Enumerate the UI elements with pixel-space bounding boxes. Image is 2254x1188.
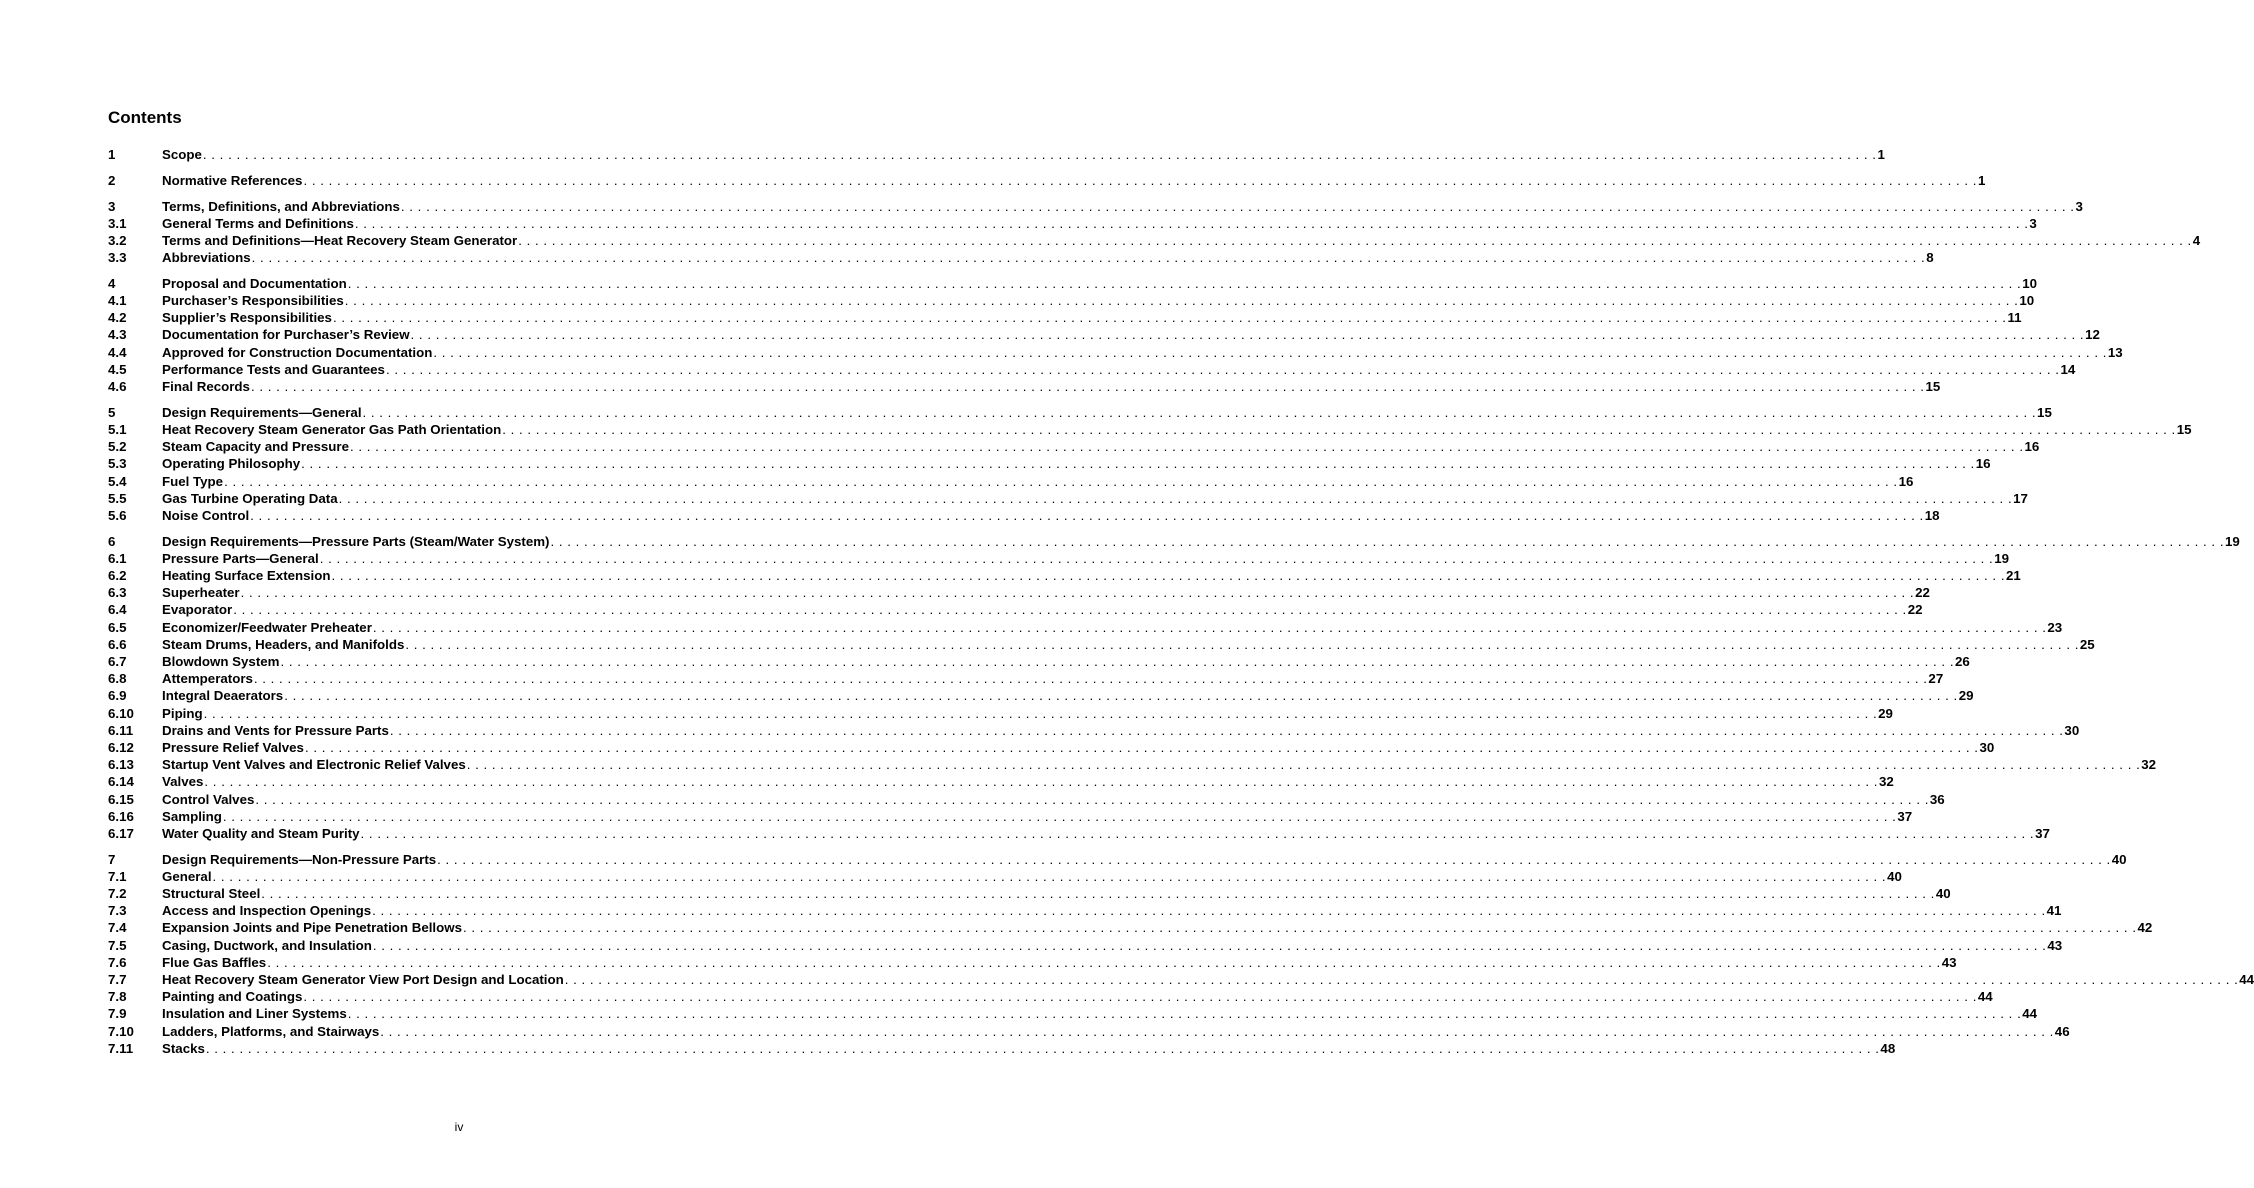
- dot-leader: . . . . . . . . . . . . . . . . . . . . . . . . . . . . . . . . . . . . . . . . . . . . . . . . . . . . . . . . . . . . . . . . . . . . . . . . . . . . . . . . . . . . . . . . . . . . . . . . . . . . . . . . . . . . . . . . . . . . . . . . . . . . . . . . . . . . . . . . . . . . . . . . . . . . . . . . . . . . . . . . . . . . . . . . . . . . . . . . . . . . . . . . . . . . . . . . . . . . . . . .: [205, 1040, 1880, 1056]
- dot-leader: . . . . . . . . . . . . . . . . . . . . . . . . . . . . . . . . . . . . . . . . . . . . . . . . . . . . . . . . . . . . . . . . . . . . . . . . . . . . . . . . . . . . . . . . . . . . . . . . . . . . . . . . . . . . . . . . . . . . . . . . . . . . . . . . . . . . . . . . . . . . . . . . . . . . . . . . . . . . . . . . . . . . . . . . . . . . . . . . . . . . . . . . . . . . . . . . . . . . . . . .: [284, 688, 1958, 704]
- dot-leader: . . . . . . . . . . . . . . . . . . . . . . . . . . . . . . . . . . . . . . . . . . . . . . . . . . . . . . . . . . . . . . . . . . . . . . . . . . . . . . . . . . . . . . . . . . . . . . . . . . . . . . . . . . . . . . . . . . . . . . . . . . . . . . . . . . . . . . . . . . . . . . . . . . . . . . . . . . . . . . . . . . . . . . . . . . . . . . . . . . . . . . . . . . . . . . . . . . . . . . . .: [224, 473, 1898, 489]
- toc-entry[interactable]: [108, 885, 1951, 902]
- toc-entry-page: 32: [2141, 757, 2157, 773]
- toc-entry-title: Structural Steel: [162, 886, 261, 902]
- toc-entry-title: General: [162, 868, 212, 884]
- toc-entry[interactable]: [108, 902, 2062, 919]
- toc-entry-number: 4.5: [108, 361, 127, 377]
- toc-entry-number: 6.8: [108, 671, 127, 687]
- dot-leader: . . . . . . . . . . . . . . . . . . . . . . . . . . . . . . . . . . . . . . . . . . . . . . . . . . . . . . . . . . . . . . . . . . . . . . . . . . . . . . . . . . . . . . . . . . . . . . . . . . . . . . . . . . . . . . . . . . . . . . . . . . . . . . . . . . . . . . . . . . . . . . . . . . . . . . . . . . . . . . . . . . . . . . . . . . . . . . . . . . . . . . . . . . . . . . . . . . . . . . . .: [280, 654, 1955, 670]
- toc-entry-number: 7.8: [108, 989, 127, 1005]
- toc-entry-title: Normative References: [162, 172, 303, 188]
- dot-leader: . . . . . . . . . . . . . . . . . . . . . . . . . . . . . . . . . . . . . . . . . . . . . . . . . . . . . . . . . . . . . . . . . . . . . . . . . . . . . . . . . . . . . . . . . . . . . . . . . . . . . . . . . . . . . . . . . . . . . . . . . . . . . . . . . . . . . . . . . . . . . . . . . . . . . . . . . . . . . . . . . . . . . . . . . . . . . . . . . . . . . . . . . . . . . . . . . . . . . . . .: [518, 232, 2192, 248]
- toc-entry-number: 7: [108, 851, 116, 867]
- toc-entry-title: Heat Recovery Steam Generator View Port Design and Location: [162, 972, 564, 987]
- dot-leader: . . . . . . . . . . . . . . . . . . . . . . . . . . . . . . . . . . . . . . . . . . . . . . . . . . . . . . . . . . . . . . . . . . . . . . . . . . . . . . . . . . . . . . . . . . . . . . . . . . . . . . . . . . . . . . . . . . . . . . . . . . . . . . . . . . . . . . . . . . . . . . . . . . . . . . . . . . . . . . . . . . . . . . . . . . . . . . . . . . . . . . . . . . . . . . . . . . . . . . . .: [462, 920, 2137, 936]
- toc-entry-number: 6.12: [108, 739, 134, 755]
- dot-leader: . . . . . . . . . . . . . . . . . . . . . . . . . . . . . . . . . . . . . . . . . . . . . . . . . . . . . . . . . . . . . . . . . . . . . . . . . . . . . . . . . . . . . . . . . . . . . . . . . . . . . . . . . . . . . . . . . . . . . . . . . . . . . . . . . . . . . . . . . . . . . . . . . . . . . . . . . . . . . . . . . . . . . . . . . . . . . . . . . . . . . . . . . . . . . . . . . . . . . . . .: [203, 705, 1878, 721]
- toc-entry-title: Integral Deaerators: [162, 688, 284, 704]
- dot-leader: . . . . . . . . . . . . . . . . . . . . . . . . . . . . . . . . . . . . . . . . . . . . . . . . . . . . . . . . . . . . . . . . . . . . . . . . . . . . . . . . . . . . . . . . . . . . . . . . . . . . . . . . . . . . . . . . . . . . . . . . . . . . . . . . . . . . . . . . . . . . . . . . . . . . . . . . . . . . . . . . . . . . . . . . . . . . . . . . . . . . . . . . . . . . . . . . . . . . . . . .: [347, 1006, 2022, 1022]
- toc-entry-page: 22: [1915, 585, 1930, 601]
- dot-leader: . . . . . . . . . . . . . . . . . . . . . . . . . . . . . . . . . . . . . . . . . . . . . . . . . . . . . . . . . . . . . . . . . . . . . . . . . . . . . . . . . . . . . . . . . . . . . . . . . . . . . . . . . . . . . . . . . . . . . . . . . . . . . . . . . . . . . . . . . . . . . . . . . . . . . . . . . . . . . . . . . . . . . . . . . . . . . . . . . . . . . . . . . . . . . . . . . . . . . . . .: [466, 757, 2141, 773]
- toc-entry-title: Design Requirements—Non-Pressure Parts: [162, 851, 437, 867]
- toc-entry-number: 7.1: [108, 868, 127, 884]
- toc-entry-number: 7.3: [108, 903, 127, 919]
- dot-leader: . . . . . . . . . . . . . . . . . . . . . . . . . . . . . . . . . . . . . . . . . . . . . . . . . . . . . . . . . . . . . . . . . . . . . . . . . . . . . . . . . . . . . . . . . . . . . . . . . . . . . . . . . . . . . . . . . . . . . . . . . . . . . . . . . . . . . . . . . . . . . . . . . . . . . . . . . . . . . . . . . . . . . . . . . . . . . . . . . . . . . . . . . . . . . . . . . . . . . . . .: [255, 791, 1929, 807]
- toc-entry-title: Heating Surface Extension: [162, 568, 331, 584]
- toc-entry-number: 6.10: [108, 705, 134, 721]
- toc-entry[interactable]: [108, 507, 1940, 524]
- toc-entry[interactable]: [108, 705, 1893, 722]
- toc-entry-number: 7.11: [108, 1040, 134, 1056]
- toc-entry-title: Insulation and Liner Systems: [162, 1006, 347, 1022]
- toc-entry-number: 7.7: [108, 972, 127, 987]
- dot-leader: . . . . . . . . . . . . . . . . . . . . . . . . . . . . . . . . . . . . . . . . . . . . . . . . . . . . . . . . . . . . . . . . . . . . . . . . . . . . . . . . . . . . . . . . . . . . . . . . . . . . . . . . . . . . . . . . . . . . . . . . . . . . . . . . . . . . . . . . . . . . . . . . . . . . . . . . . . . . . . . . . . . . . . . . . . . . . . . . . . . . . . . . . . . . . . . . . . . . . . . .: [372, 937, 2047, 953]
- dot-leader: . . . . . . . . . . . . . . . . . . . . . . . . . . . . . . . . . . . . . . . . . . . . . . . . . . . . . . . . . . . . . . . . . . . . . . . . . . . . . . . . . . . . . . . . . . . . . . . . . . . . . . . . . . . . . . . . . . . . . . . . . . . . . . . . . . . . . . . . . . . . . . . . . . . . . . . . . . . . . . . . . . . . . . . . . . . . . . . . . . . . . . . . . . . . . . . . . . . . . . . .: [303, 172, 1977, 188]
- toc-entry-page: 40: [1887, 868, 1902, 884]
- toc-entry-title: Flue Gas Baffles: [162, 954, 267, 970]
- toc-entry-number: 7.5: [108, 937, 127, 953]
- toc-entry[interactable]: [108, 653, 1970, 670]
- dot-leader: . . . . . . . . . . . . . . . . . . . . . . . . . . . . . . . . . . . . . . . . . . . . . . . . . . . . . . . . . . . . . . . . . . . . . . . . . . . . . . . . . . . . . . . . . . . . . . . . . . . . . . . . . . . . . . . . . . . . . . . . . . . . . . . . . . . . . . . . . . . . . . . . . . . . . . . . . . . . . . . . . . . . . . . . . . . . . . . . . . . . . . . . . . . . . . . . . . . . . . . .: [222, 808, 1897, 824]
- toc-entry-title: Performance Tests and Guarantees: [162, 361, 385, 377]
- toc-entry-number: 6.1: [108, 550, 127, 566]
- dot-leader: . . . . . . . . . . . . . . . . . . . . . . . . . . . . . . . . . . . . . . . . . . . . . . . . . . . . . . . . . . . . . . . . . . . . . . . . . . . . . . . . . . . . . . . . . . . . . . . . . . . . . . . . . . . . . . . . . . . . . . . . . . . . . . . . . . . . . . . . . . . . . . . . . . . . . . . . . . . . . . . . . . . . . . . . . . . . . . . . . . . . . . . . . . . . . . . . . . . . . . . .: [433, 344, 2107, 360]
- toc-entry[interactable]: [108, 773, 1894, 790]
- toc-entry[interactable]: [108, 172, 1986, 189]
- toc-entry-page: 43: [1941, 954, 1957, 970]
- dot-leader: . . . . . . . . . . . . . . . . . . . . . . . . . . . . . . . . . . . . . . . . . . . . . . . . . . . . . . . . . . . . . . . . . . . . . . . . . . . . . . . . . . . . . . . . . . . . . . . . . . . . . . . . . . . . . . . . . . . . . . . . . . . . . . . . . . . . . . . . . . . . . . . . . . . . . . . . . . . . . . . . . . . . . . . . . . . . . . . . . . . . . . . . . . . . . . . . . . . . . . . .: [240, 585, 1915, 601]
- toc-entry-page: 16: [2024, 439, 2040, 455]
- toc-entry-title: General Terms and Definitions: [162, 215, 354, 231]
- toc-entry-number: 4.1: [108, 293, 127, 309]
- toc-entry-number: 6.16: [108, 808, 134, 824]
- toc-entry-number: 6.7: [108, 654, 127, 670]
- toc-entry-page: 48: [1880, 1040, 1896, 1056]
- toc-entry-title: Control Valves: [162, 791, 255, 807]
- dot-leader: . . . . . . . . . . . . . . . . . . . . . . . . . . . . . . . . . . . . . . . . . . . . . . . . . . . . . . . . . . . . . . . . . . . . . . . . . . . . . . . . . . . . . . . . . . . . . . . . . . . . . . . . . . . . . . . . . . . . . . . . . . . . . . . . . . . . . . . . . . . . . . . . . . . . . . . . . . . . . . . . . . . . . . . . . . . . . . . . . . . . . . . . . . . . . . . . . . . . . . . .: [349, 439, 2024, 455]
- toc-entry-title: Casing, Ductwork, and Insulation: [162, 937, 372, 953]
- toc-entry-page: 14: [2060, 361, 2076, 377]
- toc-entry-page: 27: [1928, 671, 1944, 687]
- toc-entry[interactable]: [108, 988, 1993, 1005]
- dot-leader: . . . . . . . . . . . . . . . . . . . . . . . . . . . . . . . . . . . . . . . . . . . . . . . . . . . . . . . . . . . . . . . . . . . . . . . . . . . . . . . . . . . . . . . . . . . . . . . . . . . . . . . . . . . . . . . . . . . . . . . . . . . . . . . . . . . . . . . . . . . . . . . . . . . . . . . . . . . . . . . . . . . . . . . . . . . . . . . . . . . . . . . . . . . . . . . . . . . . . . . .: [362, 404, 2037, 420]
- toc-entry-page: 16: [1898, 473, 1914, 489]
- toc-entry[interactable]: [108, 722, 2080, 739]
- toc-entry[interactable]: [108, 756, 2157, 773]
- toc-entry[interactable]: [108, 146, 1885, 163]
- dot-leader: . . . . . . . . . . . . . . . . . . . . . . . . . . . . . . . . . . . . . . . . . . . . . . . . . . . . . . . . . . . . . . . . . . . . . . . . . . . . . . . . . . . . . . . . . . . . . . . . . . . . . . . . . . . . . . . . . . . . . . . . . . . . . . . . . . . . . . . . . . . . . . . . . . . . . . . . . . . . . . . . . . . . . . . . . . . . . . . . . . . . . . . . . . . . . . . . . . . . . . . .: [360, 825, 2035, 841]
- toc-entry-number: 4.3: [108, 327, 127, 343]
- dot-leader: . . . . . . . . . . . . . . . . . . . . . . . . . . . . . . . . . . . . . . . . . . . . . . . . . . . . . . . . . . . . . . . . . . . . . . . . . . . . . . . . . . . . . . . . . . . . . . . . . . . . . . . . . . . . . . . . . . . . . . . . . . . . . . . . . . . . . . . . . . . . . . . . . . . . . . . . . . . . . . . . . . . . . . . . . . . . . . . . . . . . . . . . . . . . . . . . . . . . . . . .: [372, 619, 2047, 635]
- toc-entry[interactable]: [108, 739, 1995, 756]
- toc-entry[interactable]: [108, 533, 2240, 550]
- toc-entry-number: 6.13: [108, 757, 134, 773]
- dot-leader: . . . . . . . . . . . . . . . . . . . . . . . . . . . . . . . . . . . . . . . . . . . . . . . . . . . . . . . . . . . . . . . . . . . . . . . . . . . . . . . . . . . . . . . . . . . . . . . . . . . . . . . . . . . . . . . . . . . . . . . . . . . . . . . . . . . . . . . . . . . . . . . . . . . . . . . . . . . . . . . . . . . . . . . . . . . . . . . . . . . . . . . . . . . . . . . . . . . . . . . .: [550, 533, 2225, 549]
- toc-entry[interactable]: [108, 919, 2153, 936]
- dot-leader: . . . . . . . . . . . . . . . . . . . . . . . . . . . . . . . . . . . . . . . . . . . . . . . . . . . . . . . . . . . . . . . . . . . . . . . . . . . . . . . . . . . . . . . . . . . . . . . . . . . . . . . . . . . . . . . . . . . . . . . . . . . . . . . . . . . . . . . . . . . . . . . . . . . . . . . . . . . . . . . . . . . . . . . . . . . . . . . . . . . . . . . . . . . . . . . . . . . . . . . .: [338, 490, 2013, 506]
- toc-entry-page: 30: [1979, 739, 1995, 755]
- toc-entry[interactable]: [108, 455, 1991, 472]
- toc-entry-number: 7.9: [108, 1006, 127, 1022]
- toc-entry-page: 4: [2192, 232, 2201, 248]
- toc-entry-number: 6.6: [108, 636, 127, 652]
- toc-entry-title: Purchaser’s Responsibilities: [162, 293, 344, 309]
- toc-entry-number: 4.2: [108, 310, 127, 326]
- toc-entry[interactable]: [108, 670, 1944, 687]
- toc-entry-page: 19: [1994, 550, 2010, 566]
- toc-entry-number: 7.4: [108, 920, 127, 936]
- dot-leader: . . . . . . . . . . . . . . . . . . . . . . . . . . . . . . . . . . . . . . . . . . . . . . . . . . . . . . . . . . . . . . . . . . . . . . . . . . . . . . . . . . . . . . . . . . . . . . . . . . . . . . . . . . . . . . . . . . . . . . . . . . . . . . . . . . . . . . . . . . . . . . . . . . . . . . . . . . . . . . . . . . . . . . . . . . . . . . . . . . . . . . . . . . . . . . . . . . . . . . . .: [564, 972, 2239, 987]
- toc-entry[interactable]: [108, 490, 2028, 507]
- toc-entry[interactable]: [108, 215, 2037, 232]
- toc-entry[interactable]: [108, 868, 1902, 885]
- toc-entry-number: 6.9: [108, 688, 127, 704]
- dot-leader: . . . . . . . . . . . . . . . . . . . . . . . . . . . . . . . . . . . . . . . . . . . . . . . . . . . . . . . . . . . . . . . . . . . . . . . . . . . . . . . . . . . . . . . . . . . . . . . . . . . . . . . . . . . . . . . . . . . . . . . . . . . . . . . . . . . . . . . . . . . . . . . . . . . . . . . . . . . . . . . . . . . . . . . . . . . . . . . . . . . . . . . . . . . . . . . . . . . . . . . .: [354, 215, 2029, 231]
- toc-entry[interactable]: [108, 601, 1923, 618]
- dot-leader: . . . . . . . . . . . . . . . . . . . . . . . . . . . . . . . . . . . . . . . . . . . . . . . . . . . . . . . . . . . . . . . . . . . . . . . . . . . . . . . . . . . . . . . . . . . . . . . . . . . . . . . . . . . . . . . . . . . . . . . . . . . . . . . . . . . . . . . . . . . . . . . . . . . . . . . . . . . . . . . . . . . . . . . . . . . . . . . . . . . . . . . . . . . . . . . . . . . . . . . .: [301, 456, 1975, 472]
- toc-entry[interactable]: [108, 344, 2123, 361]
- toc-entry-page: 32: [1878, 774, 1894, 790]
- dot-leader: . . . . . . . . . . . . . . . . . . . . . . . . . . . . . . . . . . . . . . . . . . . . . . . . . . . . . . . . . . . . . . . . . . . . . . . . . . . . . . . . . . . . . . . . . . . . . . . . . . . . . . . . . . . . . . . . . . . . . . . . . . . . . . . . . . . . . . . . . . . . . . . . . . . . . . . . . . . . . . . . . . . . . . . . . . . . . . . . . . . . . . . . . . . . . . . . . . . . . . . .: [331, 568, 2006, 584]
- toc-entry-title: Fuel Type: [162, 473, 224, 489]
- toc-entry-page: 46: [2054, 1023, 2070, 1039]
- toc-entry-title: Access and Inspection Openings: [162, 903, 372, 919]
- toc-entry[interactable]: [108, 326, 2100, 343]
- toc-entry-title: Painting and Coatings: [162, 989, 303, 1005]
- toc-entry-page: 22: [1907, 602, 1923, 618]
- toc-entry-number: 3.1: [108, 215, 127, 231]
- toc-entry-page: 21: [2006, 568, 2021, 584]
- toc-entry-number: 5.2: [108, 439, 127, 455]
- toc-entry[interactable]: [108, 378, 1941, 395]
- toc-entry-number: 6.4: [108, 602, 127, 618]
- toc-entry-title: Final Records: [162, 379, 250, 395]
- toc-entry-number: 5.6: [108, 507, 127, 523]
- toc-entry-page: 16: [1975, 456, 1991, 472]
- toc-entry-number: 7.2: [108, 886, 127, 902]
- toc-entry-title: Abbreviations: [162, 250, 251, 266]
- toc-entry[interactable]: [108, 791, 1945, 808]
- toc-entry-page: 26: [1955, 654, 1970, 670]
- toc-entry-title: Blowdown System: [162, 654, 280, 670]
- toc-entry-title: Gas Turbine Operating Data: [162, 490, 338, 506]
- toc-entry[interactable]: [108, 687, 1974, 704]
- toc-entry-page: 44: [2022, 1006, 2038, 1022]
- toc-entry-number: 6.5: [108, 619, 127, 635]
- toc-entry-title: Drains and Vents for Pressure Parts: [162, 722, 389, 738]
- toc-entry-page: 13: [2107, 344, 2123, 360]
- toc-entry-title: Attemperators: [162, 671, 253, 687]
- toc-entry-number: 7.10: [108, 1023, 134, 1039]
- dot-leader: . . . . . . . . . . . . . . . . . . . . . . . . . . . . . . . . . . . . . . . . . . . . . . . . . . . . . . . . . . . . . . . . . . . . . . . . . . . . . . . . . . . . . . . . . . . . . . . . . . . . . . . . . . . . . . . . . . . . . . . . . . . . . . . . . . . . . . . . . . . . . . . . . . . . . . . . . . . . . . . . . . . . . . . . . . . . . . . . . . . . . . . . . . . . . . . . . . . . . . . .: [389, 722, 2064, 738]
- page-number: iv: [454, 1120, 464, 1134]
- toc-entry-page: 40: [2111, 851, 2127, 867]
- toc-entry-title: Sampling: [162, 808, 222, 824]
- toc-entry-number: 5.1: [108, 422, 127, 437]
- toc-entry-number: 3.3: [108, 250, 127, 266]
- toc-entry-number: 5.4: [108, 473, 127, 489]
- toc-entry-page: 41: [2046, 903, 2062, 919]
- dot-leader: . . . . . . . . . . . . . . . . . . . . . . . . . . . . . . . . . . . . . . . . . . . . . . . . . . . . . . . . . . . . . . . . . . . . . . . . . . . . . . . . . . . . . . . . . . . . . . . . . . . . . . . . . . . . . . . . . . . . . . . . . . . . . . . . . . . . . . . . . . . . . . . . . . . . . . . . . . . . . . . . . . . . . . . . . . . . . . . . . . . . . . . . . . . . . . . . . . . . . . . .: [267, 954, 1941, 970]
- dot-leader: . . . . . . . . . . . . . . . . . . . . . . . . . . . . . . . . . . . . . . . . . . . . . . . . . . . . . . . . . . . . . . . . . . . . . . . . . . . . . . . . . . . . . . . . . . . . . . . . . . . . . . . . . . . . . . . . . . . . . . . . . . . . . . . . . . . . . . . . . . . . . . . . . . . . . . . . . . . . . . . . . . . . . . . . . . . . . . . . . . . . . . . . . . . . . . . . . . . . . . . .: [250, 507, 1924, 523]
- dot-leader: . . . . . . . . . . . . . . . . . . . . . . . . . . . . . . . . . . . . . . . . . . . . . . . . . . . . . . . . . . . . . . . . . . . . . . . . . . . . . . . . . . . . . . . . . . . . . . . . . . . . . . . . . . . . . . . . . . . . . . . . . . . . . . . . . . . . . . . . . . . . . . . . . . . . . . . . . . . . . . . . . . . . . . . . . . . . . . . . . . . . . . . . . . . . . . . . . . . . . . . .: [319, 550, 1994, 566]
- toc-entry-number: 5.3: [108, 456, 127, 472]
- toc-entry[interactable]: [108, 825, 2050, 842]
- toc-entry[interactable]: [108, 954, 1957, 971]
- dot-leader: . . . . . . . . . . . . . . . . . . . . . . . . . . . . . . . . . . . . . . . . . . . . . . . . . . . . . . . . . . . . . . . . . . . . . . . . . . . . . . . . . . . . . . . . . . . . . . . . . . . . . . . . . . . . . . . . . . . . . . . . . . . . . . . . . . . . . . . . . . . . . . . . . . . . . . . . . . . . . . . . . . . . . . . . . . . . . . . . . . . . . . . . . . . . . . . . . . . . . . . .: [204, 774, 1878, 790]
- toc-entry-page: 17: [2013, 490, 2028, 506]
- toc-entry-page: 42: [2137, 920, 2153, 936]
- dot-leader: . . . . . . . . . . . . . . . . . . . . . . . . . . . . . . . . . . . . . . . . . . . . . . . . . . . . . . . . . . . . . . . . . . . . . . . . . . . . . . . . . . . . . . . . . . . . . . . . . . . . . . . . . . . . . . . . . . . . . . . . . . . . . . . . . . . . . . . . . . . . . . . . . . . . . . . . . . . . . . . . . . . . . . . . . . . . . . . . . . . . . . . . . . . . . . . . . . . . . . . .: [202, 147, 1877, 162]
- toc-entry-number: 6.3: [108, 585, 127, 601]
- dot-leader: . . . . . . . . . . . . . . . . . . . . . . . . . . . . . . . . . . . . . . . . . . . . . . . . . . . . . . . . . . . . . . . . . . . . . . . . . . . . . . . . . . . . . . . . . . . . . . . . . . . . . . . . . . . . . . . . . . . . . . . . . . . . . . . . . . . . . . . . . . . . . . . . . . . . . . . . . . . . . . . . . . . . . . . . . . . . . . . . . . . . . . . . . . . . . . . . . . . . . . . .: [212, 868, 1887, 884]
- toc-entry[interactable]: [108, 619, 2063, 636]
- toc-entry-page: 3: [2075, 198, 2083, 214]
- toc-entry-title: Terms and Definitions—Heat Recovery Steam Generator: [162, 232, 518, 248]
- toc-entry-page: 11: [2007, 310, 2022, 326]
- toc-entry-title: Water Quality and Steam Purity: [162, 825, 360, 841]
- dot-leader: . . . . . . . . . . . . . . . . . . . . . . . . . . . . . . . . . . . . . . . . . . . . . . . . . . . . . . . . . . . . . . . . . . . . . . . . . . . . . . . . . . . . . . . . . . . . . . . . . . . . . . . . . . . . . . . . . . . . . . . . . . . . . . . . . . . . . . . . . . . . . . . . . . . . . . . . . . . . . . . . . . . . . . . . . . . . . . . . . . . . . . . . . . . . . . . . . . . . . . . .: [332, 310, 2007, 326]
- toc-entry-title: Design Requirements—General: [162, 404, 362, 420]
- toc-entry-title: Superheater: [162, 585, 240, 601]
- toc-entry-title: Proposal and Documentation: [162, 275, 347, 291]
- toc-entry-title: Pressure Parts—General: [162, 550, 319, 566]
- dot-leader: . . . . . . . . . . . . . . . . . . . . . . . . . . . . . . . . . . . . . . . . . . . . . . . . . . . . . . . . . . . . . . . . . . . . . . . . . . . . . . . . . . . . . . . . . . . . . . . . . . . . . . . . . . . . . . . . . . . . . . . . . . . . . . . . . . . . . . . . . . . . . . . . . . . . . . . . . . . . . . . . . . . . . . . . . . . . . . . . . . . . . . . . . . . . . . . . . . . . . . . .: [251, 250, 1926, 266]
- toc-entry-number: 6.11: [108, 722, 134, 738]
- toc-entry-number: 5.5: [108, 490, 127, 506]
- toc-entry[interactable]: [108, 550, 2010, 567]
- toc-entry-title: Documentation for Purchaser’s Review: [162, 327, 410, 343]
- dot-leader: . . . . . . . . . . . . . . . . . . . . . . . . . . . . . . . . . . . . . . . . . . . . . . . . . . . . . . . . . . . . . . . . . . . . . . . . . . . . . . . . . . . . . . . . . . . . . . . . . . . . . . . . . . . . . . . . . . . . . . . . . . . . . . . . . . . . . . . . . . . . . . . . . . . . . . . . . . . . . . . . . . . . . . . . . . . . . . . . . . . . . . . . . . . . . . . . . . . . . . . .: [400, 198, 2075, 214]
- toc-entry[interactable]: [108, 232, 2201, 249]
- toc-entry[interactable]: [108, 473, 1914, 490]
- toc-entry-number: 3.2: [108, 232, 127, 248]
- toc-entry-page: 43: [2047, 937, 2063, 953]
- toc-entry-page: 37: [2035, 825, 2050, 841]
- toc-entry-number: 6: [108, 533, 116, 549]
- toc-entry[interactable]: [108, 275, 2038, 292]
- toc-entry-page: 8: [1926, 250, 1934, 266]
- toc-entry-title: Supplier’s Responsibilities: [162, 310, 332, 326]
- toc-entry-page: 36: [1929, 791, 1945, 807]
- toc-entry-page: 15: [2037, 404, 2052, 420]
- dot-leader: . . . . . . . . . . . . . . . . . . . . . . . . . . . . . . . . . . . . . . . . . . . . . . . . . . . . . . . . . . . . . . . . . . . . . . . . . . . . . . . . . . . . . . . . . . . . . . . . . . . . . . . . . . . . . . . . . . . . . . . . . . . . . . . . . . . . . . . . . . . . . . . . . . . . . . . . . . . . . . . . . . . . . . . . . . . . . . . . . . . . . . . . . . . . . . . . . . . . . . . .: [410, 327, 2085, 343]
- dot-leader: . . . . . . . . . . . . . . . . . . . . . . . . . . . . . . . . . . . . . . . . . . . . . . . . . . . . . . . . . . . . . . . . . . . . . . . . . . . . . . . . . . . . . . . . . . . . . . . . . . . . . . . . . . . . . . . . . . . . . . . . . . . . . . . . . . . . . . . . . . . . . . . . . . . . . . . . . . . . . . . . . . . . . . . . . . . . . . . . . . . . . . . . . . . . . . . . . . . . . . . .: [380, 1023, 2054, 1039]
- toc-entry-number: 6.14: [108, 774, 134, 790]
- toc-entry-title: Terms, Definitions, and Abbreviations: [162, 198, 400, 214]
- toc-entry-page: 3: [2029, 215, 2037, 231]
- toc-entry[interactable]: [108, 1040, 1896, 1057]
- toc-entry[interactable]: [108, 438, 2040, 455]
- toc-entry-title: Scope: [162, 147, 202, 162]
- toc-entry-number: 4: [108, 275, 116, 291]
- toc-entry-number: 6.15: [108, 791, 134, 807]
- dot-leader: . . . . . . . . . . . . . . . . . . . . . . . . . . . . . . . . . . . . . . . . . . . . . . . . . . . . . . . . . . . . . . . . . . . . . . . . . . . . . . . . . . . . . . . . . . . . . . . . . . . . . . . . . . . . . . . . . . . . . . . . . . . . . . . . . . . . . . . . . . . . . . . . . . . . . . . . . . . . . . . . . . . . . . . . . . . . . . . . . . . . . . . . . . . . . . . . . . . . . . . .: [261, 886, 1935, 902]
- dot-leader: . . . . . . . . . . . . . . . . . . . . . . . . . . . . . . . . . . . . . . . . . . . . . . . . . . . . . . . . . . . . . . . . . . . . . . . . . . . . . . . . . . . . . . . . . . . . . . . . . . . . . . . . . . . . . . . . . . . . . . . . . . . . . . . . . . . . . . . . . . . . . . . . . . . . . . . . . . . . . . . . . . . . . . . . . . . . . . . . . . . . . . . . . . . . . . . . . . . . . . . .: [372, 903, 2046, 919]
- toc-entry-number: 6.17: [108, 825, 134, 841]
- dot-leader: . . . . . . . . . . . . . . . . . . . . . . . . . . . . . . . . . . . . . . . . . . . . . . . . . . . . . . . . . . . . . . . . . . . . . . . . . . . . . . . . . . . . . . . . . . . . . . . . . . . . . . . . . . . . . . . . . . . . . . . . . . . . . . . . . . . . . . . . . . . . . . . . . . . . . . . . . . . . . . . . . . . . . . . . . . . . . . . . . . . . . . . . . . . . . . . . . . . . . . . .: [253, 671, 1928, 687]
- toc-entry-number: 4.6: [108, 379, 127, 395]
- toc-entry-title: Pressure Relief Valves: [162, 739, 304, 755]
- toc-entry[interactable]: [108, 292, 2035, 309]
- toc-entry[interactable]: [108, 636, 2095, 653]
- toc-entry-title: Approved for Construction Documentation: [162, 344, 433, 360]
- toc-entry-page: 30: [2064, 722, 2080, 738]
- toc-entry-title: Expansion Joints and Pipe Penetration Bellows: [162, 920, 462, 936]
- toc-entry-page: 25: [2079, 636, 2095, 652]
- toc-entry[interactable]: [108, 971, 2254, 988]
- toc-entry[interactable]: [108, 1023, 2070, 1040]
- toc-entry[interactable]: [108, 808, 1913, 825]
- toc-entry-page: 10: [2022, 275, 2038, 291]
- toc-entry-number: 3: [108, 198, 116, 214]
- toc-entry-page: 1: [1877, 147, 1885, 162]
- toc-entry-title: Valves: [162, 774, 204, 790]
- toc-entry-number: 4.4: [108, 344, 127, 360]
- toc-entry-page: 29: [1878, 705, 1893, 721]
- toc-entry-page: 12: [2085, 327, 2100, 343]
- toc-entry-title: Startup Vent Valves and Electronic Relief Valves: [162, 757, 466, 773]
- dot-leader: . . . . . . . . . . . . . . . . . . . . . . . . . . . . . . . . . . . . . . . . . . . . . . . . . . . . . . . . . . . . . . . . . . . . . . . . . . . . . . . . . . . . . . . . . . . . . . . . . . . . . . . . . . . . . . . . . . . . . . . . . . . . . . . . . . . . . . . . . . . . . . . . . . . . . . . . . . . . . . . . . . . . . . . . . . . . . . . . . . . . . . . . . . . . . . . . . . . . . . . .: [385, 361, 2060, 377]
- dot-leader: . . . . . . . . . . . . . . . . . . . . . . . . . . . . . . . . . . . . . . . . . . . . . . . . . . . . . . . . . . . . . . . . . . . . . . . . . . . . . . . . . . . . . . . . . . . . . . . . . . . . . . . . . . . . . . . . . . . . . . . . . . . . . . . . . . . . . . . . . . . . . . . . . . . . . . . . . . . . . . . . . . . . . . . . . . . . . . . . . . . . . . . . . . . . . . . . . . . . . . . .: [303, 989, 1977, 1005]
- dot-leader: . . . . . . . . . . . . . . . . . . . . . . . . . . . . . . . . . . . . . . . . . . . . . . . . . . . . . . . . . . . . . . . . . . . . . . . . . . . . . . . . . . . . . . . . . . . . . . . . . . . . . . . . . . . . . . . . . . . . . . . . . . . . . . . . . . . . . . . . . . . . . . . . . . . . . . . . . . . . . . . . . . . . . . . . . . . . . . . . . . . . . . . . . . . . . . . . . . . . . . . .: [502, 422, 2176, 437]
- table-of-contents: [108, 146, 2254, 1057]
- toc-entry-title: Noise Control: [162, 507, 250, 523]
- dot-leader: . . . . . . . . . . . . . . . . . . . . . . . . . . . . . . . . . . . . . . . . . . . . . . . . . . . . . . . . . . . . . . . . . . . . . . . . . . . . . . . . . . . . . . . . . . . . . . . . . . . . . . . . . . . . . . . . . . . . . . . . . . . . . . . . . . . . . . . . . . . . . . . . . . . . . . . . . . . . . . . . . . . . . . . . . . . . . . . . . . . . . . . . . . . . . . . . . . . . . . . .: [347, 275, 2022, 291]
- toc-entry-number: 7.6: [108, 954, 127, 970]
- toc-entry-page: 37: [1897, 808, 1913, 824]
- toc-entry-page: 18: [1924, 507, 1940, 523]
- toc-entry[interactable]: [108, 249, 1934, 266]
- dot-leader: . . . . . . . . . . . . . . . . . . . . . . . . . . . . . . . . . . . . . . . . . . . . . . . . . . . . . . . . . . . . . . . . . . . . . . . . . . . . . . . . . . . . . . . . . . . . . . . . . . . . . . . . . . . . . . . . . . . . . . . . . . . . . . . . . . . . . . . . . . . . . . . . . . . . . . . . . . . . . . . . . . . . . . . . . . . . . . . . . . . . . . . . . . . . . . . . . . . . . . . .: [250, 379, 1925, 395]
- toc-entry-page: 10: [2019, 293, 2035, 309]
- toc-entry-page: 29: [1958, 688, 1974, 704]
- toc-entry-page: 44: [1977, 989, 1993, 1005]
- toc-entry-number: 2: [108, 172, 116, 188]
- toc-entry[interactable]: [108, 198, 2083, 215]
- dot-leader: . . . . . . . . . . . . . . . . . . . . . . . . . . . . . . . . . . . . . . . . . . . . . . . . . . . . . . . . . . . . . . . . . . . . . . . . . . . . . . . . . . . . . . . . . . . . . . . . . . . . . . . . . . . . . . . . . . . . . . . . . . . . . . . . . . . . . . . . . . . . . . . . . . . . . . . . . . . . . . . . . . . . . . . . . . . . . . . . . . . . . . . . . . . . . . . . . . . . . . . .: [304, 739, 1979, 755]
- toc-entry[interactable]: [108, 1005, 2038, 1022]
- toc-entry-number: 6.2: [108, 568, 127, 584]
- toc-entry[interactable]: [108, 937, 2063, 954]
- toc-entry-title: Operating Philosophy: [162, 456, 301, 472]
- toc-entry[interactable]: [108, 421, 2192, 438]
- dot-leader: . . . . . . . . . . . . . . . . . . . . . . . . . . . . . . . . . . . . . . . . . . . . . . . . . . . . . . . . . . . . . . . . . . . . . . . . . . . . . . . . . . . . . . . . . . . . . . . . . . . . . . . . . . . . . . . . . . . . . . . . . . . . . . . . . . . . . . . . . . . . . . . . . . . . . . . . . . . . . . . . . . . . . . . . . . . . . . . . . . . . . . . . . . . . . . . . . . . . . . . .: [233, 602, 1907, 618]
- toc-entry-title: Evaporator: [162, 602, 233, 618]
- toc-entry-page: 15: [2176, 422, 2192, 437]
- toc-entry-page: 15: [1925, 379, 1941, 395]
- dot-leader: . . . . . . . . . . . . . . . . . . . . . . . . . . . . . . . . . . . . . . . . . . . . . . . . . . . . . . . . . . . . . . . . . . . . . . . . . . . . . . . . . . . . . . . . . . . . . . . . . . . . . . . . . . . . . . . . . . . . . . . . . . . . . . . . . . . . . . . . . . . . . . . . . . . . . . . . . . . . . . . . . . . . . . . . . . . . . . . . . . . . . . . . . . . . . . . . . . . . . . . .: [405, 636, 2079, 652]
- toc-entry-page: 19: [2225, 533, 2240, 549]
- toc-entry-number: 5: [108, 404, 116, 420]
- toc-entry-page: 23: [2047, 619, 2063, 635]
- toc-entry-title: Design Requirements—Pressure Parts (Steam/Water System): [162, 533, 550, 549]
- toc-entry-title: Economizer/Feedwater Preheater: [162, 619, 372, 635]
- toc-entry-title: Heat Recovery Steam Generator Gas Path Orientation: [162, 422, 502, 437]
- toc-entry-title: Piping: [162, 705, 203, 721]
- toc-entry-page: 40: [1935, 886, 1951, 902]
- toc-entry[interactable]: [108, 851, 2127, 868]
- toc-entry-title: Steam Capacity and Pressure: [162, 439, 349, 455]
- toc-entry[interactable]: [108, 361, 2076, 378]
- toc-entry-page: 1: [1977, 172, 1986, 188]
- toc-entry[interactable]: [108, 309, 2022, 326]
- toc-entry[interactable]: [108, 404, 2052, 421]
- dot-leader: . . . . . . . . . . . . . . . . . . . . . . . . . . . . . . . . . . . . . . . . . . . . . . . . . . . . . . . . . . . . . . . . . . . . . . . . . . . . . . . . . . . . . . . . . . . . . . . . . . . . . . . . . . . . . . . . . . . . . . . . . . . . . . . . . . . . . . . . . . . . . . . . . . . . . . . . . . . . . . . . . . . . . . . . . . . . . . . . . . . . . . . . . . . . . . . . . . . . . . . .: [437, 851, 2111, 867]
- toc-entry-title: Stacks: [162, 1040, 205, 1056]
- toc-entry-page: 44: [2239, 972, 2254, 987]
- toc-entry-title: Ladders, Platforms, and Stairways: [162, 1023, 380, 1039]
- toc-entry-title: Steam Drums, Headers, and Manifolds: [162, 636, 405, 652]
- toc-entry[interactable]: [108, 584, 1930, 601]
- toc-entry-number: 1: [108, 147, 116, 162]
- dot-leader: . . . . . . . . . . . . . . . . . . . . . . . . . . . . . . . . . . . . . . . . . . . . . . . . . . . . . . . . . . . . . . . . . . . . . . . . . . . . . . . . . . . . . . . . . . . . . . . . . . . . . . . . . . . . . . . . . . . . . . . . . . . . . . . . . . . . . . . . . . . . . . . . . . . . . . . . . . . . . . . . . . . . . . . . . . . . . . . . . . . . . . . . . . . . . . . . . . . . . . . .: [344, 293, 2019, 309]
- contents-heading: Contents: [108, 108, 182, 127]
- toc-entry[interactable]: [108, 567, 2021, 584]
